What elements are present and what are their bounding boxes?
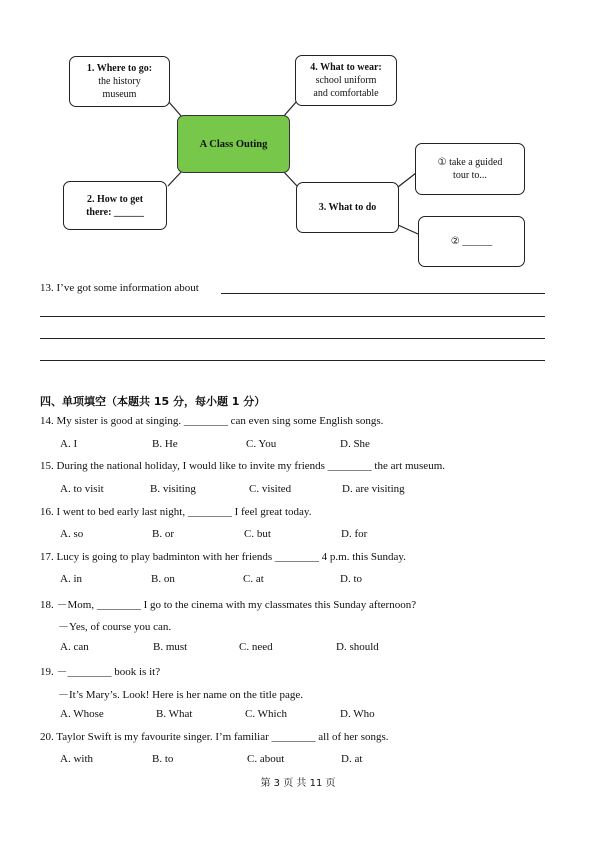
question-16-stem: 16. I went to bed early last night, ________ I feel great today. xyxy=(40,506,312,518)
box3a-line1: ① take a guided xyxy=(437,157,503,168)
page-number-footer: 第 3 页 共 11 页 xyxy=(260,778,336,789)
option-d: D. at xyxy=(341,753,363,765)
class-outing-center-box xyxy=(177,115,290,173)
q13-answer-line xyxy=(221,293,545,294)
answer-line xyxy=(40,360,545,361)
activity-blank-box xyxy=(418,216,525,267)
option-c: C. Which xyxy=(245,708,287,720)
option-c: C. You xyxy=(246,438,277,450)
option-a: A. to visit xyxy=(60,483,104,495)
question-15-stem: 15. During the national holiday, I would like to invite my friends ________ the art museum. xyxy=(40,460,445,472)
box2-line2: there: ______ xyxy=(86,206,144,218)
what-to-do-box xyxy=(296,182,399,233)
option-d: D. should xyxy=(336,641,379,653)
what-to-wear-box xyxy=(295,55,397,106)
option-a: A. Whose xyxy=(60,708,104,720)
option-c: C. visited xyxy=(249,483,292,495)
option-d: D. for xyxy=(341,528,368,540)
option-d: D. Who xyxy=(340,708,375,720)
option-c: C. need xyxy=(239,641,273,653)
option-b: B. on xyxy=(151,573,175,585)
question-18-reply: －Yes, of course you can. xyxy=(58,621,172,633)
question-13: 13. I’ve got some information about xyxy=(40,282,199,294)
option-b: B. or xyxy=(152,528,174,540)
option-b: B. What xyxy=(156,708,193,720)
option-a: A. so xyxy=(60,528,84,540)
option-c: C. but xyxy=(244,528,271,540)
option-c: C. about xyxy=(247,753,285,765)
where-to-go-box xyxy=(69,56,170,107)
guided-tour-box xyxy=(415,143,525,195)
question-17-stem: 17. Lucy is going to play badminton with her friends ________ 4 p.m. this Sunday. xyxy=(40,551,406,563)
box4-line1: school uniform xyxy=(315,75,377,86)
question-14-stem: 14. My sister is good at singing. ________ can even sing some English songs. xyxy=(40,415,384,427)
option-d: D. to xyxy=(340,573,362,585)
option-a: A. I xyxy=(60,438,78,450)
box3a-line2: tour to... xyxy=(453,170,487,181)
option-a: A. in xyxy=(60,573,82,585)
box3b-text: ② ______ xyxy=(450,236,493,247)
box1-title: 1. Where to go: xyxy=(86,63,153,74)
answer-line xyxy=(40,338,545,339)
option-a: A. with xyxy=(60,753,93,765)
option-b: B. must xyxy=(153,641,188,653)
question-19-reply: －It’s Mary’s. Look! Here is her name on the title page. xyxy=(58,689,303,701)
question-18-stem: 18. －Mom, ________ I go to the cinema with my classmates this Sunday afternoon? xyxy=(40,599,417,611)
option-d: D. are visiting xyxy=(342,483,405,495)
box2-line1: 2. How to get xyxy=(86,193,144,205)
question-19-stem: 19. －________ book is it? xyxy=(40,666,161,678)
option-b: B. visiting xyxy=(150,483,196,495)
option-d: D. She xyxy=(340,438,370,450)
option-b: B. He xyxy=(152,438,178,450)
center-title: A Class Outing xyxy=(199,138,268,150)
box3-title: 3. What to do xyxy=(318,202,377,213)
section-title: 四、单项填空（本题共 15 分，每小题 1 分） xyxy=(40,395,266,408)
option-c: C. at xyxy=(243,573,264,585)
option-b: B. to xyxy=(152,753,174,765)
box4-title: 4. What to wear: xyxy=(310,62,382,73)
question-20-stem: 20. Taylor Swift is my favourite singer. I’m familiar ________ all of her songs. xyxy=(40,731,389,743)
box1-line1: the history xyxy=(98,76,141,87)
option-a: A. can xyxy=(60,641,89,653)
box4-line2: and comfortable xyxy=(313,88,379,99)
how-to-get-box xyxy=(63,181,167,230)
answer-line xyxy=(40,316,545,317)
box1-line2: museum xyxy=(102,89,137,100)
